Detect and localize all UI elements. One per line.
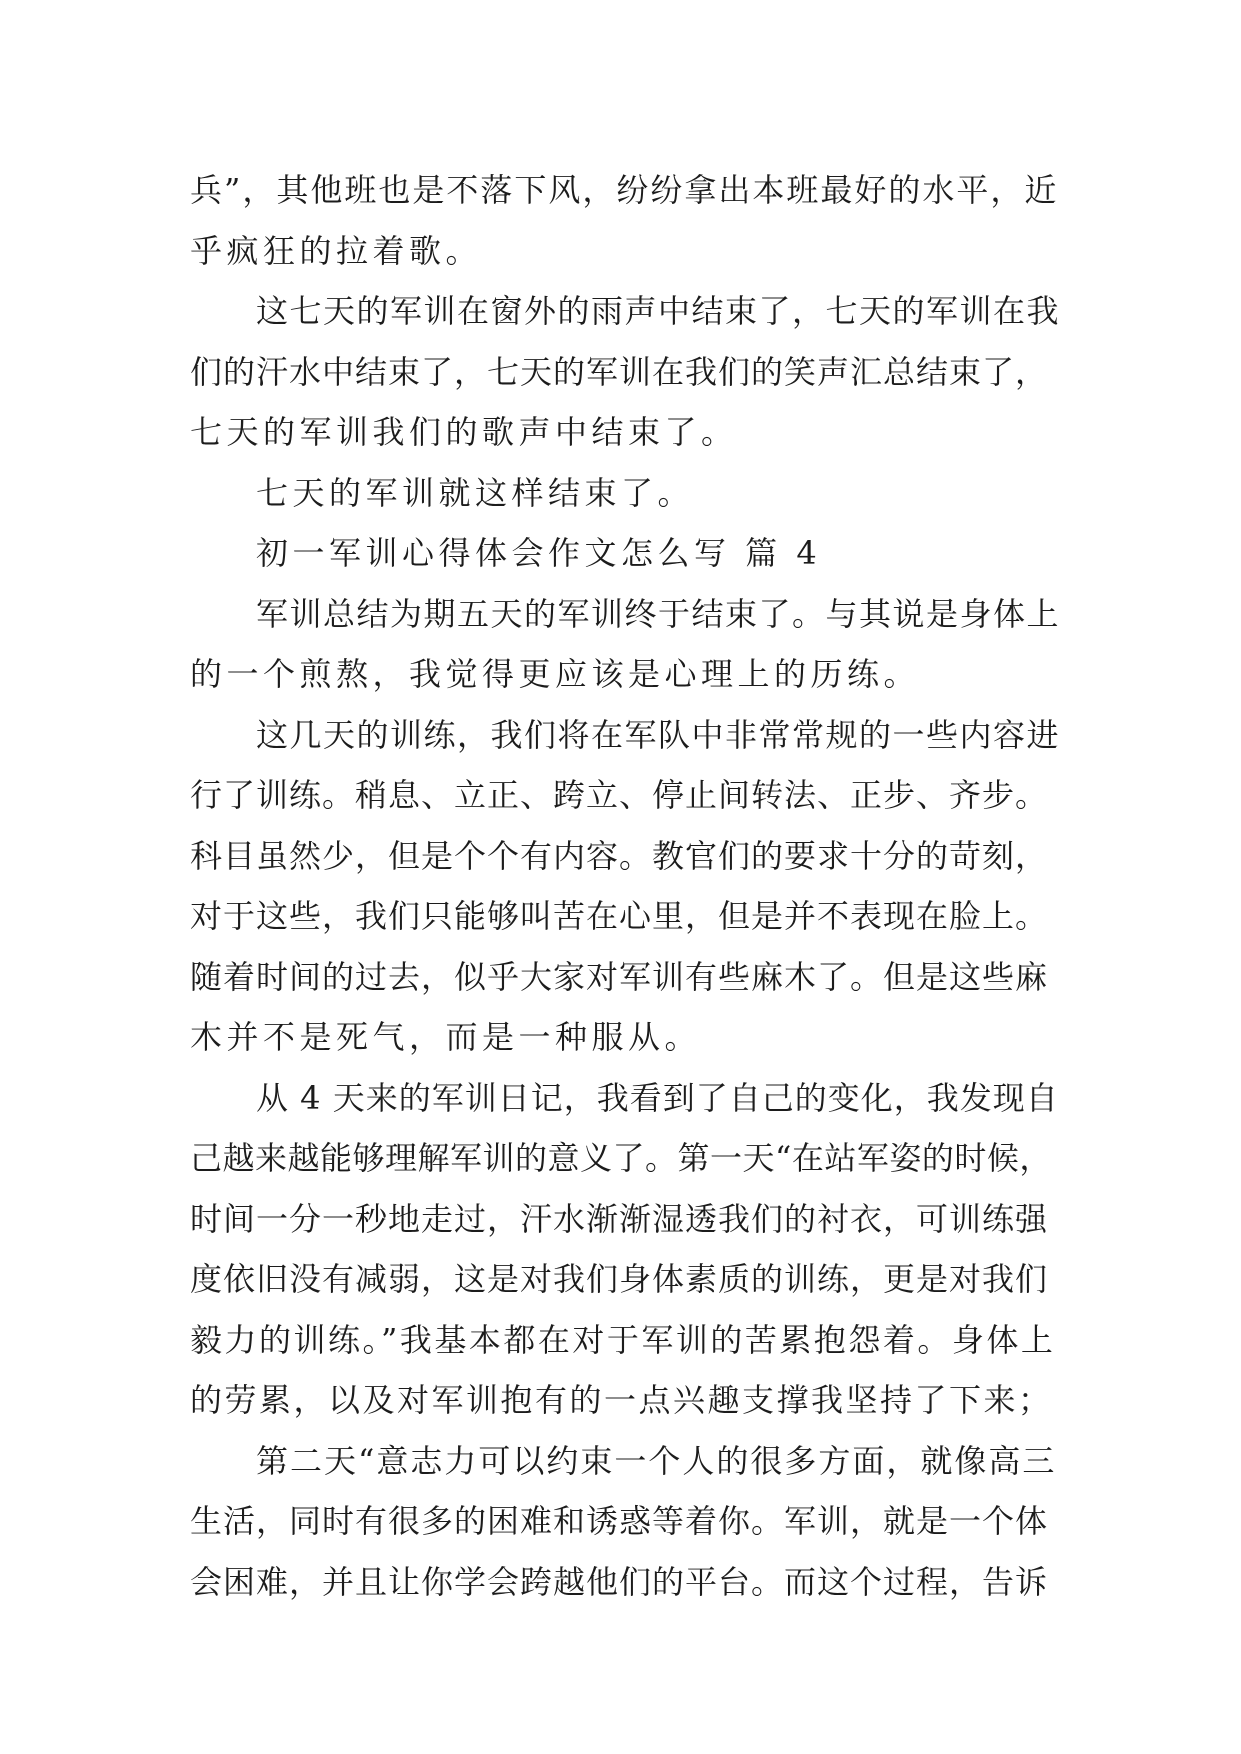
text-line: 第二天“意志力可以约束一个人的很多方面，就像高三 — [256, 1441, 1057, 1480]
text-line: 木并不是死气，而是一种服从。 — [190, 1018, 702, 1056]
text-line: 科目虽然少，但是个个有内容。教官们的要求十分的苛刻， — [190, 836, 1049, 875]
text-line: 乎疯狂的拉着歌。 — [190, 231, 483, 270]
text-line: 生活，同时有很多的困难和诱惑等着你。军训，就是一个体 — [190, 1502, 1049, 1540]
text-line: 这七天的军训在窗外的雨声中结束了，七天的军训在我 — [256, 292, 1061, 330]
text-line: 的一个煎熬，我觉得更应该是心理上的历练。 — [190, 655, 921, 693]
text-line: 对于这些，我们只能够叫苦在心里，但是并不表现在脸上。 — [190, 897, 1049, 935]
document-body — [190, 160, 1060, 1612]
text-line: 会困难，并且让你学会跨越他们的平台。而这个过程，告诉 — [190, 1562, 1049, 1601]
section-heading: 初一军训心得体会作文怎么写 篇 4 — [256, 534, 822, 572]
text-line: 们的汗水中结束了，七天的军训在我们的笑声汇总结束了， — [190, 352, 1049, 391]
text-line: 兵”，其他班也是不落下风，纷纷拿出本班最好的水平，近 — [190, 171, 1059, 209]
text-line: 军训总结为期五天的军训终于结束了。与其说是身体上 — [256, 594, 1061, 633]
text-line: 度依旧没有减弱，这是对我们身体素质的训练，更是对我们 — [190, 1260, 1049, 1298]
text-line: 从 4 天来的军训日记，我看到了自己的变化，我发现自 — [256, 1078, 1059, 1117]
text-line: 的劳累，以及对军训抱有的一点兴趣支撑我坚持了下来； — [190, 1381, 1053, 1419]
text-line: 行了训练。稍息、立正、跨立、停止间转法、正步、齐步。 — [190, 776, 1049, 814]
text-line: 随着时间的过去，似乎大家对军训有些麻木了。但是这些麻 — [190, 957, 1049, 996]
text-line: 七天的军训就这样结束了。 — [256, 473, 695, 512]
text-line: 七天的军训我们的歌声中结束了。 — [190, 413, 738, 451]
text-line: 毅力的训练。”我基本都在对于军训的苦累抱怨着。身体上 — [190, 1320, 1056, 1359]
text-line: 己越来越能够理解军训的意义了。第一天“在站军姿的时候， — [190, 1139, 1052, 1177]
text-line: 这几天的训练，我们将在军队中非常常规的一些内容进 — [256, 715, 1061, 754]
text-line: 时间一分一秒地走过，汗水渐渐湿透我们的衬衣，可训练强 — [190, 1199, 1049, 1238]
